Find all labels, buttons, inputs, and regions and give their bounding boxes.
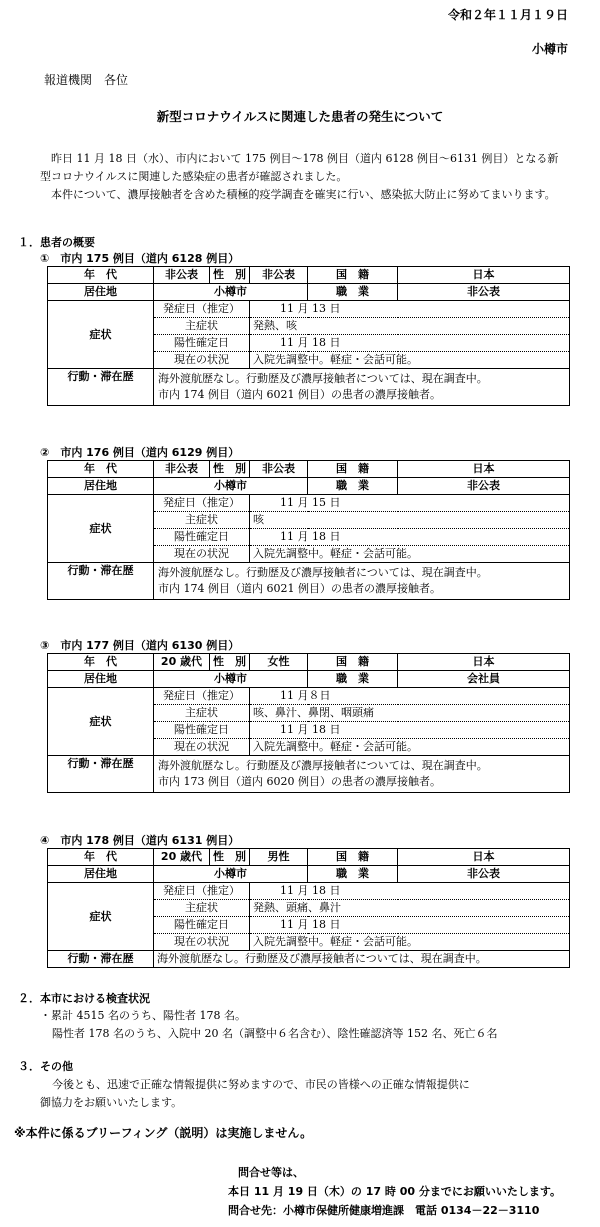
label-sex: 性 別 <box>210 461 250 478</box>
case-1-table <box>47 266 570 406</box>
label-positive-date: 陽性確定日 <box>154 722 250 739</box>
case-4-history-line-1: 海外渡航歴なし。行動歴及び濃厚接触者については、現在調査中。 <box>154 951 570 968</box>
label-positive-date: 陽性確定日 <box>154 917 250 934</box>
case-4-table <box>47 848 570 968</box>
case-2-occupation: 非公表 <box>398 478 570 495</box>
briefing-notice: ※本件に係るブリーフィング（説明）は実施しません。 <box>14 1126 313 1140</box>
section-1-heading: １．患者の概要 <box>18 236 95 249</box>
case-2-sex: 非公表 <box>250 461 308 478</box>
case-2-nationality: 日本 <box>398 461 570 478</box>
label-status: 現在の状況 <box>154 546 250 563</box>
label-occupation: 職 業 <box>308 478 398 495</box>
case-1-status: 入院先調整中。軽症・会話可能。 <box>250 352 570 369</box>
contact-line-1: 問合せ等は、 <box>238 1166 304 1179</box>
case-3-history <box>154 756 570 793</box>
section-3-heading: ３．その他 <box>18 1060 73 1073</box>
case-2-history-line-1: 海外渡航歴なし。行動歴及び濃厚接触者については、現在調査中。 <box>158 566 488 579</box>
case-1-history <box>154 369 570 406</box>
case-4-age: 20 歳代 <box>154 849 210 866</box>
case-3-history-line-1: 海外渡航歴なし。行動歴及び濃厚接触者については、現在調査中。 <box>158 759 488 772</box>
other-line-2: 御協力をお願いいたします。 <box>40 1096 183 1109</box>
label-symptoms: 症状 <box>48 495 154 563</box>
case-3-history-line-2: 市内 173 例目（道内 6020 例目）の患者の濃厚接触者。 <box>158 775 441 788</box>
label-main-symptom: 主症状 <box>154 705 250 722</box>
case-2-history <box>154 563 570 600</box>
case-1-occupation: 非公表 <box>398 284 570 301</box>
label-nationality: 国 籍 <box>308 654 398 671</box>
case-3-sex: 女性 <box>250 654 308 671</box>
label-status: 現在の状況 <box>154 934 250 951</box>
label-main-symptom: 主症状 <box>154 318 250 335</box>
label-history: 行動・滞在歴 <box>48 369 154 406</box>
label-history: 行動・滞在歴 <box>48 951 154 968</box>
label-onset: 発症日（推定） <box>154 883 250 900</box>
case-1-sex: 非公表 <box>250 267 308 284</box>
label-history: 行動・滞在歴 <box>48 563 154 600</box>
label-occupation: 職 業 <box>308 866 398 883</box>
label-onset: 発症日（推定） <box>154 688 250 705</box>
label-nationality: 国 籍 <box>308 461 398 478</box>
label-main-symptom: 主症状 <box>154 900 250 917</box>
label-symptoms: 症状 <box>48 688 154 756</box>
case-4-positive-date: 11 月 18 日 <box>250 917 570 934</box>
label-occupation: 職 業 <box>308 284 398 301</box>
case-1-positive-date: 11 月 18 日 <box>250 335 570 352</box>
testing-total: ・累計 4515 名のうち、陽性者 178 名。 <box>40 1009 246 1022</box>
section-2-heading: ２．本市における検査状況 <box>18 992 150 1005</box>
case-4-main-symptom: 発熱、頭痛、鼻汁 <box>250 900 570 917</box>
case-2-onset: 11 月 15 日 <box>250 495 570 512</box>
label-nationality: 国 籍 <box>308 849 398 866</box>
document-date: 令和２年１１月１９日 <box>447 8 568 22</box>
label-nationality: 国 籍 <box>308 267 398 284</box>
case-2-status: 入院先調整中。軽症・会話可能。 <box>250 546 570 563</box>
case-4-occupation: 非公表 <box>398 866 570 883</box>
case-3-positive-date: 11 月 18 日 <box>250 722 570 739</box>
intro-paragraph-2: 本件について、濃厚接触者を含めた積極的疫学調査を確実に行い、感染拡大防止に努めてまいります。 <box>40 188 556 201</box>
case-2-table <box>47 460 570 600</box>
case-2-age: 非公表 <box>154 461 210 478</box>
case-3-main-symptom: 咳、鼻汁、鼻閉、咽頭痛 <box>250 705 570 722</box>
case-3-onset: 11 月８日 <box>250 688 570 705</box>
case-2-residence: 小樽市 <box>154 478 308 495</box>
case-4-status: 入院先調整中。軽症・会話可能。 <box>250 934 570 951</box>
label-positive-date: 陽性確定日 <box>154 529 250 546</box>
case-2-heading: ② 市内 176 例目（道内 6129 例目） <box>40 446 240 459</box>
case-4-onset: 11 月 18 日 <box>250 883 570 900</box>
label-sex: 性 別 <box>210 267 250 284</box>
case-1-history-line-2: 市内 174 例目（道内 6021 例目）の患者の濃厚接触者。 <box>158 388 441 401</box>
label-age: 年 代 <box>48 461 154 478</box>
label-sex: 性 別 <box>210 849 250 866</box>
label-residence: 居住地 <box>48 284 154 301</box>
contact-info: 問合せ先：小樽市保健所健康増進課 電話 0134－22－3110 <box>228 1204 540 1217</box>
case-4-heading: ④ 市内 178 例目（道内 6131 例目） <box>40 834 240 847</box>
contact-deadline: 本日 11 月 19 日（木）の 17 時 00 分までにお願いいたします。 <box>228 1185 561 1198</box>
label-sex: 性 別 <box>210 654 250 671</box>
case-3-residence: 小樽市 <box>154 671 308 688</box>
label-age: 年 代 <box>48 849 154 866</box>
case-1-residence: 小樽市 <box>154 284 308 301</box>
testing-breakdown: 陽性者 178 名のうち、入院中 20 名（調整中６名含む）、陰性確認済等 152 名、死亡６名 <box>52 1027 498 1040</box>
case-1-heading: ① 市内 175 例目（道内 6128 例目） <box>40 252 240 265</box>
label-residence: 居住地 <box>48 478 154 495</box>
label-age: 年 代 <box>48 654 154 671</box>
label-age: 年 代 <box>48 267 154 284</box>
case-3-status: 入院先調整中。軽症・会話可能。 <box>250 739 570 756</box>
case-1-nationality: 日本 <box>398 267 570 284</box>
other-line-1: 今後とも、迅速で正確な情報提供に努めますので、市民の皆様への正確な情報提供に <box>52 1078 470 1091</box>
case-2-main-symptom: 咳 <box>250 512 570 529</box>
label-status: 現在の状況 <box>154 739 250 756</box>
case-3-table <box>47 653 570 793</box>
label-main-symptom: 主症状 <box>154 512 250 529</box>
intro-paragraph-1: 昨日 11 月 18 日（水）、市内において 175 例目～178 例目（道内 6128 例目～6131 例目）となる新型コロナウイルスに関連した感染症の患者が確認されました。 <box>40 152 559 183</box>
label-positive-date: 陽性確定日 <box>154 335 250 352</box>
case-4-sex: 男性 <box>250 849 308 866</box>
case-3-age: 20 歳代 <box>154 654 210 671</box>
label-history: 行動・滞在歴 <box>48 756 154 793</box>
case-3-nationality: 日本 <box>398 654 570 671</box>
label-onset: 発症日（推定） <box>154 495 250 512</box>
label-symptoms: 症状 <box>48 883 154 951</box>
label-status: 現在の状況 <box>154 352 250 369</box>
addressee: 報道機関 各位 <box>44 73 129 87</box>
label-occupation: 職 業 <box>308 671 398 688</box>
label-symptoms: 症状 <box>48 301 154 369</box>
case-2-history-line-2: 市内 174 例目（道内 6021 例目）の患者の濃厚接触者。 <box>158 582 441 595</box>
case-4-residence: 小樽市 <box>154 866 308 883</box>
case-1-history-line-1: 海外渡航歴なし。行動歴及び濃厚接触者については、現在調査中。 <box>158 372 488 385</box>
label-residence: 居住地 <box>48 866 154 883</box>
case-2-positive-date: 11 月 18 日 <box>250 529 570 546</box>
case-1-main-symptom: 発熱、咳 <box>250 318 570 335</box>
case-1-age: 非公表 <box>154 267 210 284</box>
case-1-onset: 11 月 13 日 <box>250 301 570 318</box>
issuer: 小樽市 <box>531 42 568 56</box>
document-title: 新型コロナウイルスに関連した患者の発生について <box>156 109 444 124</box>
case-4-nationality: 日本 <box>398 849 570 866</box>
case-3-heading: ③ 市内 177 例目（道内 6130 例目） <box>40 639 240 652</box>
case-3-occupation: 会社員 <box>398 671 570 688</box>
label-onset: 発症日（推定） <box>154 301 250 318</box>
label-residence: 居住地 <box>48 671 154 688</box>
